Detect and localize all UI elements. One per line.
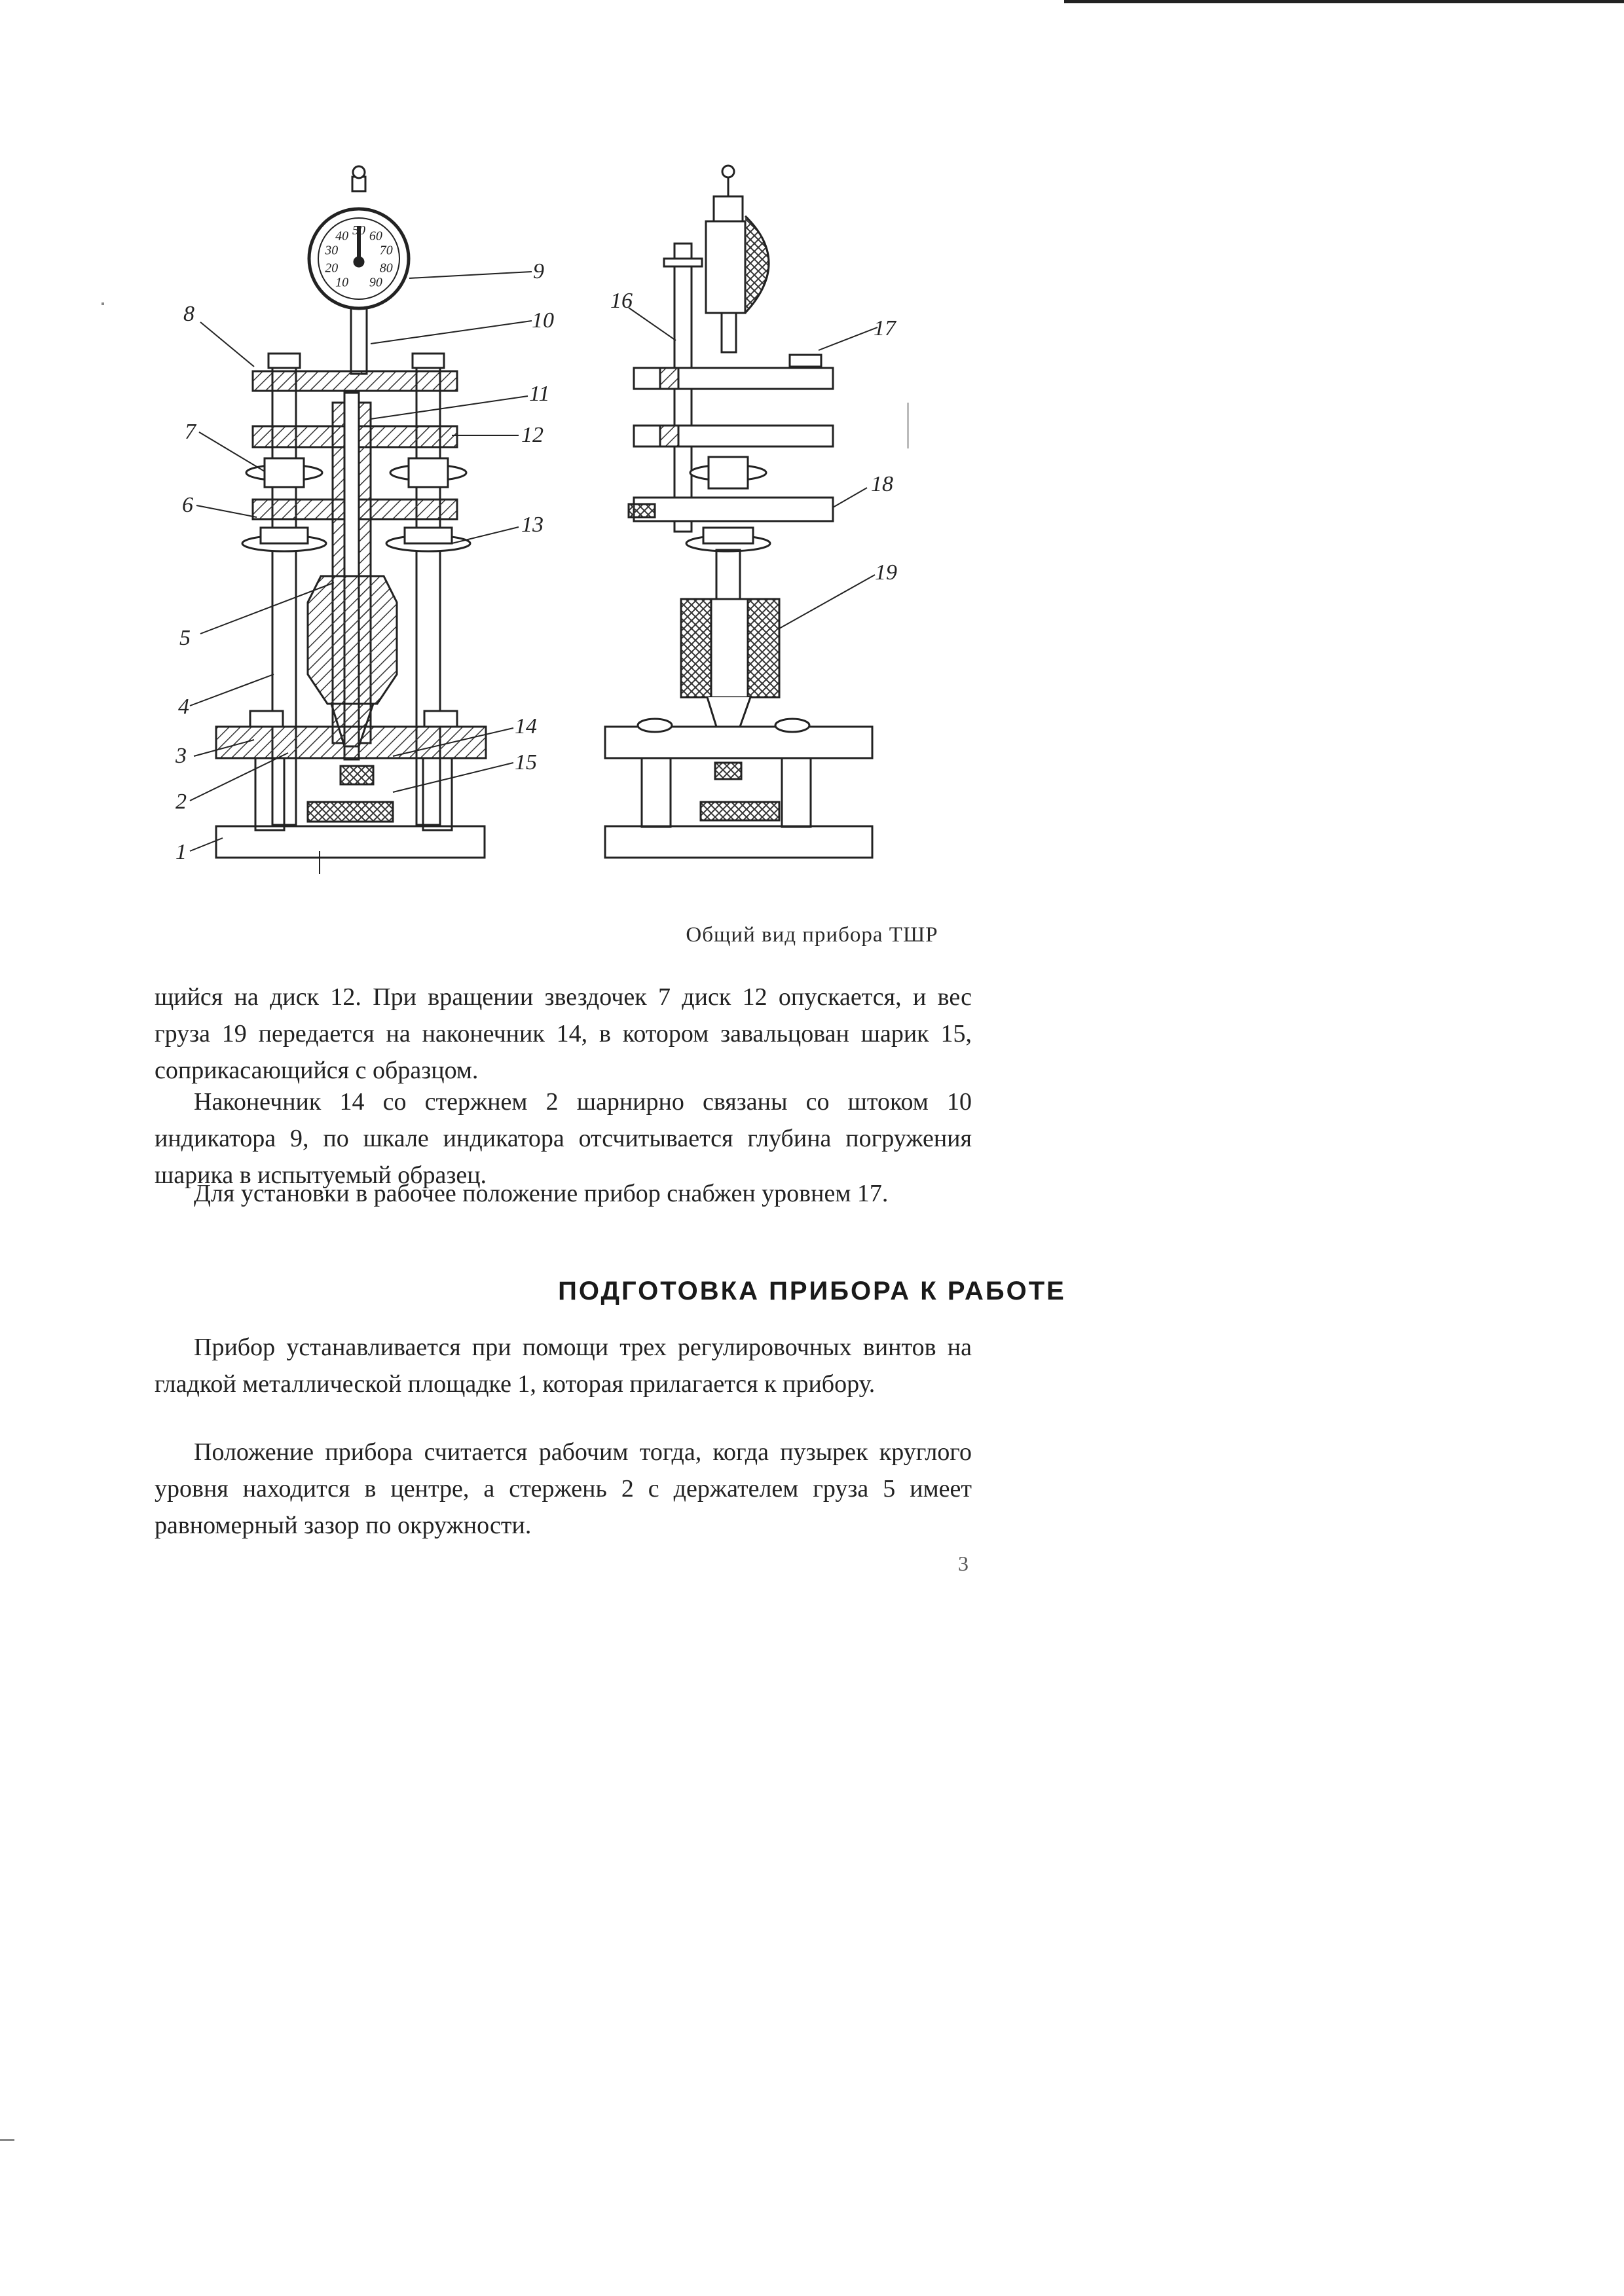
label-12: 12 [521, 423, 544, 447]
label-10: 10 [532, 308, 554, 333]
page-number: 3 [958, 1552, 969, 1575]
label-1: 1 [175, 840, 187, 864]
dial-number: 20 [325, 261, 339, 276]
scan-speck [101, 302, 104, 305]
device-drawing [0, 0, 1624, 917]
paragraph-1: щийся на диск 12. При вращении звездочек 7 диск 12 опускается, и вес груза 19 передается на наконечник 14, в котором завальцован шарик 15, соприкасающийся с образцом. [155, 983, 972, 1084]
dial-number: 10 [335, 275, 349, 290]
dial-number: 40 [335, 228, 349, 244]
label-4: 4 [178, 695, 189, 719]
label-5: 5 [179, 626, 191, 650]
label-16: 16 [610, 289, 633, 313]
figure-caption: Общий вид прибора ТШР [686, 923, 938, 947]
scan-speck [907, 403, 909, 448]
paragraph-3: Для установки в рабочее положение прибор снабжен уровнем 17. [194, 1180, 889, 1207]
dial-number: 80 [379, 261, 393, 276]
dial-number: 30 [325, 243, 339, 258]
label-2: 2 [175, 790, 187, 814]
side-view [605, 166, 872, 858]
label-15: 15 [515, 750, 537, 774]
dial-number: 50 [352, 223, 365, 238]
section-heading: ПОДГОТОВКА ПРИБОРА К РАБОТЕ [558, 1277, 1066, 1305]
dial-number: 60 [369, 228, 382, 244]
label-13: 13 [521, 513, 544, 537]
paragraph-2: Наконечник 14 со стержнем 2 шарнирно связаны со штоком 10 индикатора 9, по шкале индикатора отсчитывается глубина погружения шарика в испытуемый образец. [155, 1088, 972, 1189]
label-14: 14 [515, 714, 537, 738]
label-7: 7 [185, 420, 196, 444]
label-18: 18 [871, 472, 893, 496]
label-11: 11 [529, 382, 550, 406]
label-3: 3 [175, 744, 187, 768]
label-8: 8 [183, 302, 194, 326]
scan-speck [0, 2139, 14, 2141]
label-19: 19 [875, 560, 897, 585]
paragraph-5: Положение прибора считается рабочим тогда, когда пузырек круглого уровня находится в центре, а стержень 2 с держателем груза 5 имеет равномерный зазор по окружности. [155, 1438, 972, 1539]
paragraph-4: Прибор устанавливается при помощи трех регулировочных винтов на гладкой металлической площадке 1, которая прилагается к прибору. [155, 1334, 972, 1398]
label-17: 17 [874, 316, 896, 340]
label-6: 6 [182, 493, 193, 517]
dial-number: 90 [369, 275, 382, 290]
dial-number: 70 [379, 243, 393, 258]
label-9: 9 [533, 259, 544, 283]
